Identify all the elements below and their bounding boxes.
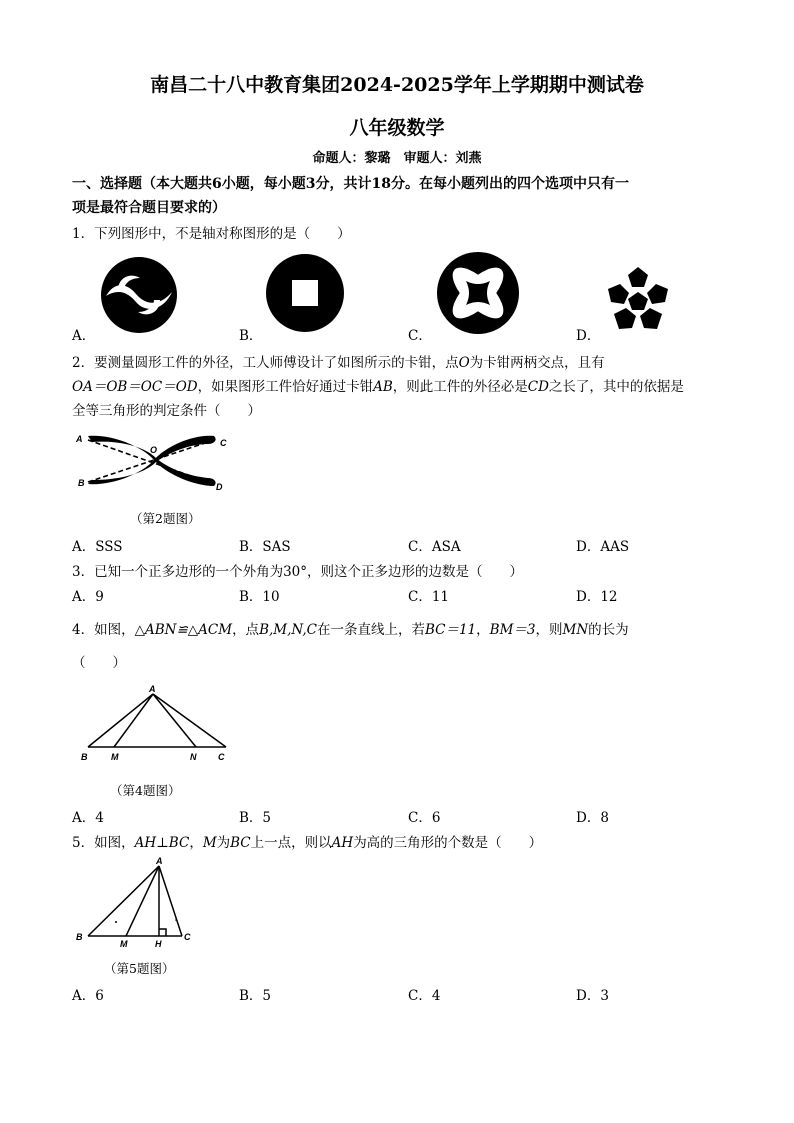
page-title: 南昌二十八中教育集团2024-2025学年上学期期中测试卷 <box>150 74 644 96</box>
q4-option-a[interactable]: A．4 <box>72 810 104 826</box>
q3-option-c[interactable]: C．11 <box>408 589 450 605</box>
section-heading-line2: 项是最符合题目要求的） <box>72 200 226 216</box>
q1-option-c[interactable]: C． <box>408 328 432 344</box>
caliper-figure <box>74 428 234 498</box>
fig5-label-c: C <box>184 932 191 942</box>
triangle-figure-4 <box>78 682 238 764</box>
q5-option-d[interactable]: D．3 <box>576 988 609 1004</box>
q4-option-c[interactable]: C．6 <box>408 810 441 826</box>
caliper-label-a: A <box>76 434 83 444</box>
question-5-line1: 5．如图，AH⊥BC，M为BC上一点，则以AH为高的三角形的个数是（ ） <box>72 835 543 851</box>
yin-yang-like-icon <box>101 257 177 333</box>
q3-option-a[interactable]: A．9 <box>72 589 104 605</box>
question-4-line2: （ ） <box>72 655 126 671</box>
fig5-label-a: A <box>156 856 163 866</box>
q2-option-b[interactable]: B．SAS <box>239 539 291 555</box>
q1-figure-d <box>605 266 671 332</box>
q5-option-c[interactable]: C．4 <box>408 988 441 1004</box>
q4-option-d[interactable]: D．8 <box>576 810 609 826</box>
q2-option-d[interactable]: D．AAS <box>576 539 630 555</box>
caliper-label-d: D <box>216 482 223 492</box>
page-subtitle: 八年级数学 <box>349 117 445 139</box>
question-4-line1: 4．如图，△ABN≌△ACM，点B,M,N,C在一条直线上，若BC＝11，BM＝3，则MN的长为 <box>72 622 629 638</box>
q1-figure-b <box>265 253 345 333</box>
q2-option-a[interactable]: A．SSS <box>72 539 123 555</box>
fig4-label-a: A <box>149 684 156 694</box>
fig4-label-n: N <box>190 752 197 762</box>
q1-option-a[interactable]: A． <box>72 328 96 344</box>
triangle-figure-5 <box>72 856 202 952</box>
fig4-label-c: C <box>218 752 225 762</box>
section-heading-line1: 一、选择题（本大题共6小题，每小题3分，共计18分。在每小题列出的四个选项中只有一 <box>72 176 629 192</box>
ancient-coin-icon <box>266 254 344 332</box>
fig5-label-h: H <box>155 939 162 949</box>
caliper-label-b: B <box>78 478 85 488</box>
q1-option-b[interactable]: B． <box>239 328 263 344</box>
q1-figure-a <box>100 256 178 334</box>
question-1-stem: 1．下列图形中，不是轴对称图形的是（ ） <box>72 226 351 242</box>
q4-option-b[interactable]: B．5 <box>239 810 272 826</box>
fig4-label-m: M <box>111 752 119 762</box>
question-3-stem: 3．已知一个正多边形的一个外角为30°，则这个正多边形的边数是（ ） <box>72 564 524 580</box>
fig5-label-m: M <box>120 939 128 949</box>
q1-figure-c <box>436 251 520 335</box>
q4-caption: （第4题图） <box>110 783 181 798</box>
q2-option-c[interactable]: C．ASA <box>408 539 461 555</box>
pentagon-flower-icon <box>608 267 668 329</box>
authors-line: 命题人：黎璐 审题人：刘燕 <box>312 151 482 166</box>
q5-option-a[interactable]: A．6 <box>72 988 104 1004</box>
four-petal-circle-icon <box>437 252 519 334</box>
question-2-line2: OA＝OB＝OC＝OD，如果图形工件恰好通过卡钳AB，则此工件的外径必是CD之长了，其中的依据是 <box>72 379 684 395</box>
caliper-label-o: O <box>150 445 158 455</box>
q3-option-b[interactable]: B．10 <box>239 589 280 605</box>
fig5-label-b: B <box>76 932 83 942</box>
fig4-label-b: B <box>81 752 88 762</box>
caliper-label-c: C <box>220 438 227 448</box>
question-2-line1: 2．要测量圆形工件的外径，工人师傅设计了如图所示的卡钳，点O为卡钳两柄交点，且有 <box>72 355 605 371</box>
q3-option-d[interactable]: D．12 <box>576 589 618 605</box>
q5-option-b[interactable]: B．5 <box>239 988 272 1004</box>
question-2-line3: 全等三角形的判定条件（ ） <box>72 403 261 419</box>
q2-caption: （第2题图） <box>130 511 201 526</box>
q5-caption: （第5题图） <box>104 961 175 976</box>
q1-option-d[interactable]: D． <box>576 328 601 344</box>
